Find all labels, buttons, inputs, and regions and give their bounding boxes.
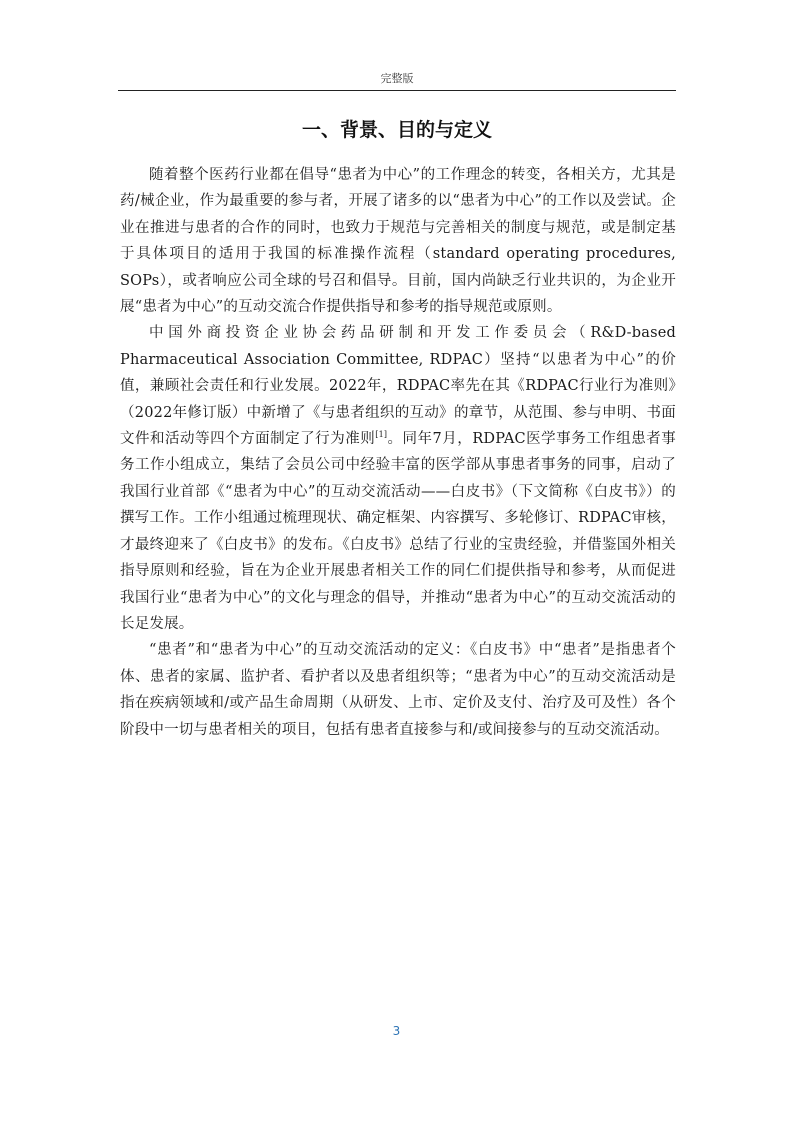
paragraph-background: 随着整个医药行业都在倡导“患者为中心”的工作理念的转变，各相关方，尤其是药/械企业，作为最重要的参与者，开展了诸多的以“患者为中心”的工作以及尝试。企业在推进与患者的合作的同时，也致力于规范与完善相关的制度与规范，或是制定基于具体项目的适用于我国的标准操作流程（standard operating procedures, SOPs），或者响应公司全球的号召和倡导。目前，国内尚缺乏行业共识的，为企业开展“患者为中心”的互动交流合作提供指导和参考的指导规范或原则。 <box>120 167 676 316</box>
section-title: 一、背景、目的与定义 <box>301 119 492 141</box>
reference-marker[interactable]: [1] <box>375 430 388 440</box>
header-label: 完整版 <box>380 72 414 85</box>
paragraph-rdpac <box>120 320 676 637</box>
document-body <box>120 162 676 743</box>
page-header <box>118 70 676 91</box>
page-number: 3 <box>392 1024 401 1038</box>
paragraph-rdpac-part-2: 。同年7月，RDPAC医学事务工作组患者事务工作小组成立，集结了会员公司中经验丰富的医学部从事患者事务的同事，启动了我国行业首部《“患者为中心”的互动交流活动——白皮书》（下文简称《白皮书》）的撰写工作。工作小组通过梳理现状、确定框架、内容撰写、多轮修订、RDPAC审核，才最终迎来了《白皮书》的发布。《白皮书》总结了行业的宝贵经验，并借鉴国外相关指导原则和经验，旨在为企业开展患者相关工作的同仁们提供指导和参考，从而促进我国行业“患者为中心”的文化与理念的倡导，并推动“患者为中心”的互动交流活动的长足发展。 <box>120 431 676 632</box>
paragraph-rdpac-part-1: 中国外商投资企业协会药品研制和开发工作委员会（R&D-based Pharmaceutical Association Committee, RDPAC）坚持“以患者为中心”的价值，兼顾社会责任和行业发展。2022年，RDPAC率先在其《RDPAC行业行为准则》（2022年修订版）中新增了《与患者组织的互动》的章节，从范围、参与申明、书面文件和活动等四个方面制定了行为准则 <box>120 325 676 448</box>
paragraph-definition: “患者”和“患者为中心”的互动交流活动的定义：《白皮书》中“患者”是指患者个体、患者的家属、监护者、看护者以及患者组织等；“患者为中心”的互动交流活动是指在疾病领域和/或产品生命周期（从研发、上市、定价及支付、治疗及可及性）各个阶段中一切与患者相关的项目，包括有患者直接参与和/或间接参与的互动交流活动。 <box>120 642 676 738</box>
